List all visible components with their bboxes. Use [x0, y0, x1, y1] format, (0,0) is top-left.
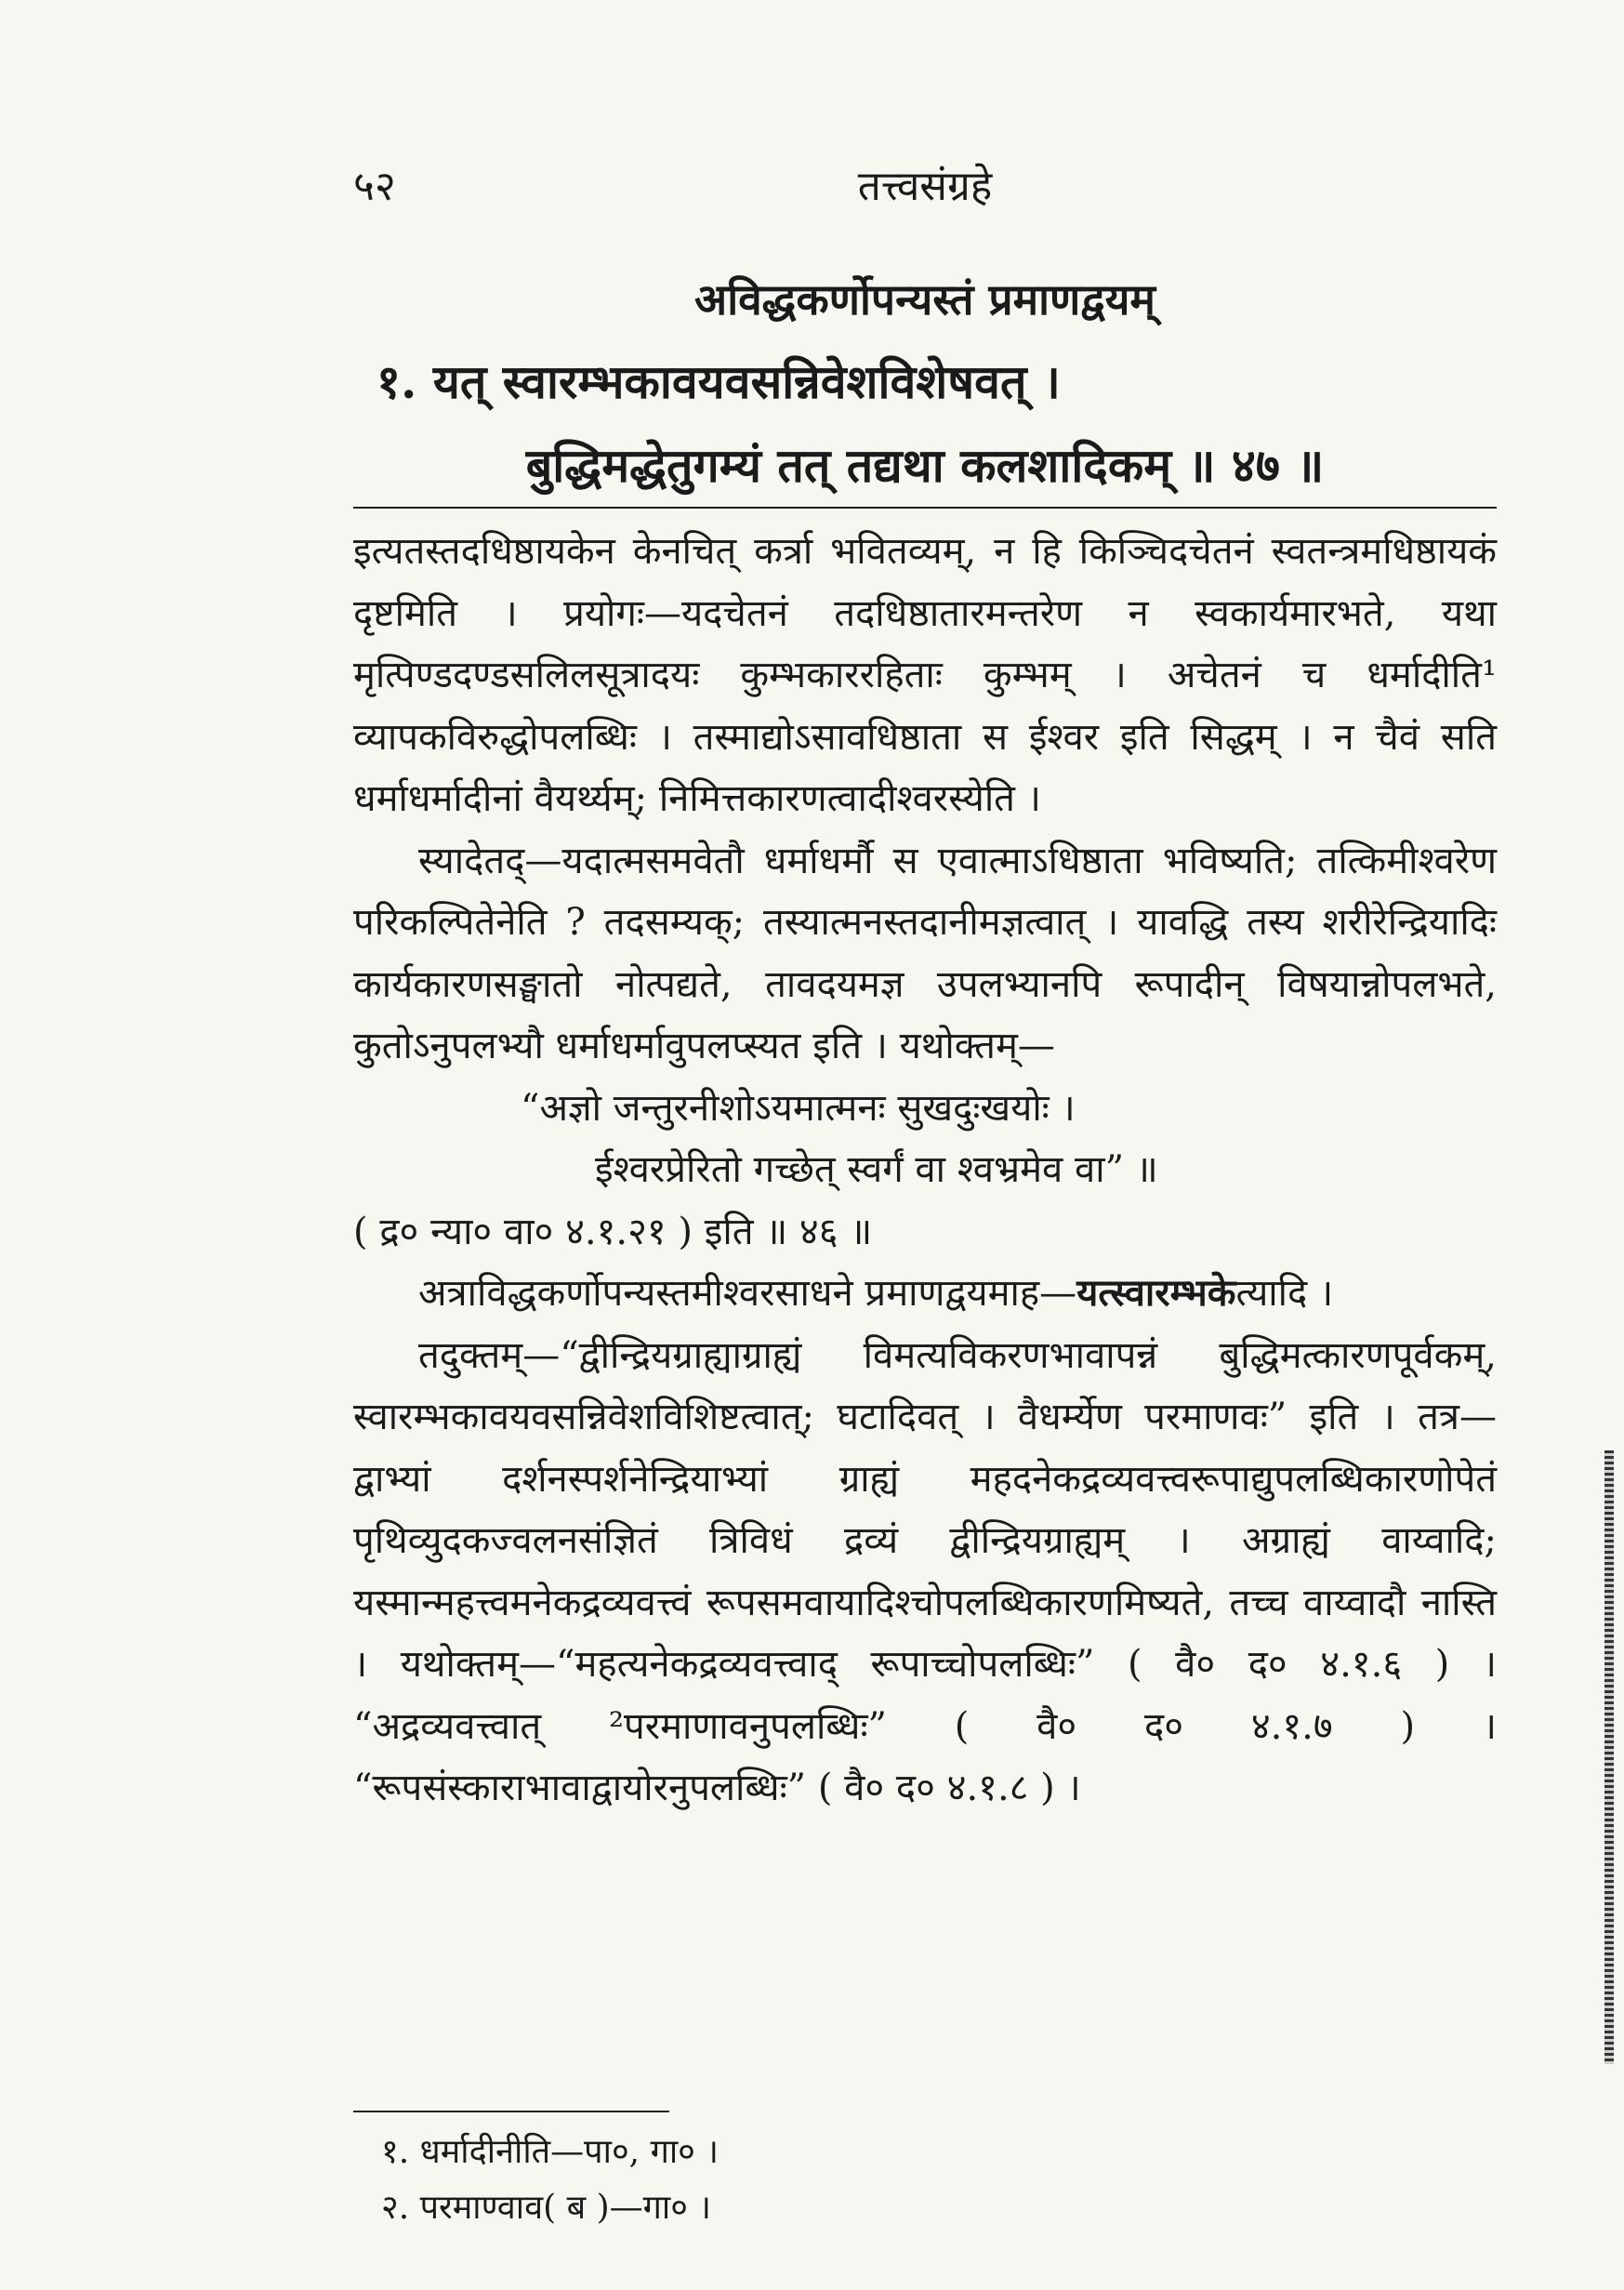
paragraph-2: स्यादेतद्—यदात्मसमवेतौ धर्माधर्मौ स एवात्माऽधिष्ठाता भविष्यति; तत्किमीश्वरेण परिकल्पितेनेति ? तदसम्यक्; तस्यात्मनस्तदानीमज्ञत्वात् । यावद्धि तस्य शरीरेन्द्रियादिः कार्यकारणसङ्घातो नोत्पद्यते, तावदयमज्ञ उपलभ्यानपि रूपादीन् विषयान्नोपलभते, कुतोऽनुपलभ्यौ धर्माधर्मावुपलप्स्यत इति । यथोक्तम्—: [353, 839, 1497, 1067]
paragraph-3: [353, 1263, 1497, 1325]
verse-line-1: १. यत् स्वारम्भकावयवसन्निवेशविशेषवत् ।: [376, 354, 1061, 409]
binding-edge: [1604, 1450, 1614, 2064]
footnotes: [381, 2125, 719, 2236]
commentary-text: [353, 521, 1497, 1820]
section-heading: अविद्धकर्णोपन्यस्तं प्रमाणद्वयम्: [694, 274, 1155, 324]
footnote-2: २. परमाण्वाव( ब )—गा० ।: [381, 2189, 712, 2227]
quote-line-2: ईश्वरप्रेरितो गच्छेत् स्वर्गं वा श्वभ्रमेव वा” ॥: [595, 1148, 1158, 1191]
paragraph-3-keyword: यत्स्वारम्भके: [1076, 1271, 1236, 1315]
paragraph-3-lead: अत्राविद्धकर्णोपन्यस्तमीश्वरसाधने प्रमाणद्वयमाह—: [418, 1272, 1077, 1315]
footnote-1: १. धर्मादीनीति—पा०, गा० ।: [381, 2133, 719, 2171]
paragraph-3-tail: त्यादि ।: [1235, 1272, 1334, 1315]
footnote-divider: [353, 2111, 669, 2112]
running-title: तत्त्वसंग्रहे: [857, 163, 993, 210]
citation: ( द्र० न्या० वा० ४.१.२१ ) इति ॥ ४६ ॥: [353, 1210, 873, 1253]
paragraph-4: तदुक्तम्—“द्वीन्द्रियग्राह्याग्राह्यं विमत्यविकरणभावापन्नं बुद्धिमत्कारणपूर्वकम्, स्वारम्भकावयवसन्निवेशविशिष्टत्वात्; घटादिवत् । वैधर्म्येण परमाणवः” इति । तत्र—द्वाभ्यां दर्शनस्पर्शनेन्द्रियाभ्यां ग्राह्यं महदनेकद्रव्यवत्त्वरूपाद्युपलब्धिकारणोपेतं पृथिव्युदकज्वलनसंज्ञितं त्रिविधं द्रव्यं द्वीन्द्रियग्राह्यम् । अग्राह्यं वाय्वादि; यस्मान्महत्त्वमनेकद्रव्यवत्त्वं रूपसमवायादिश्चोपलब्धिकारणमिष्यते, तच्च वाय्वादौ नास्ति । यथोक्तम्—“महत्यनेकद्रव्यवत्त्वाद् रूपाच्चोपलब्धिः” ( वै० द० ४.१.६ ) । “अद्रव्यवत्त्वात् ²परमाणावनुपलब्धिः” ( वै० द० ४.१.७ ) । “रूपसंस्काराभावाद्वायोरनुपलब्धिः” ( वै० द० ४.१.८ ) ।: [353, 1333, 1497, 1809]
page-number: ५२: [353, 163, 396, 210]
verse-line-2: बुद्धिमद्धेतुगम्यं तत् तद्यथा कलशादिकम् ॥ ४७ ॥: [525, 438, 1325, 493]
page-header: [353, 149, 1497, 214]
paragraph-1: इत्यतस्तदधिष्ठायकेन केनचित् कर्त्रा भवितव्यम्, न हि किञ्चिदचेतनं स्वतन्त्रमधिष्ठायकं दृष्टमिति । प्रयोगः—यदचेतनं तदधिष्ठातारमन्तरेण न स्वकार्यमारभते, यथा मृत्पिण्डदण्डसलिलसूत्रादयः कुम्भकाररहिताः कुम्भम् । अचेतनं च धर्मादीति¹ व्यापकविरुद्धोपलब्धिः । तस्माद्योऽसावधिष्ठाता स ईश्वर इति सिद्धम् । न चैवं सति धर्माधर्मादीनां वैयर्थ्यम्; निमित्तकारणत्वादीश्वरस्येति ।: [353, 530, 1497, 820]
quote-line-1: “अज्ञो जन्तुरनीशोऽयमात्मनः सुखदुःखयोः ।: [521, 1086, 1076, 1130]
verse-divider: [353, 507, 1497, 509]
